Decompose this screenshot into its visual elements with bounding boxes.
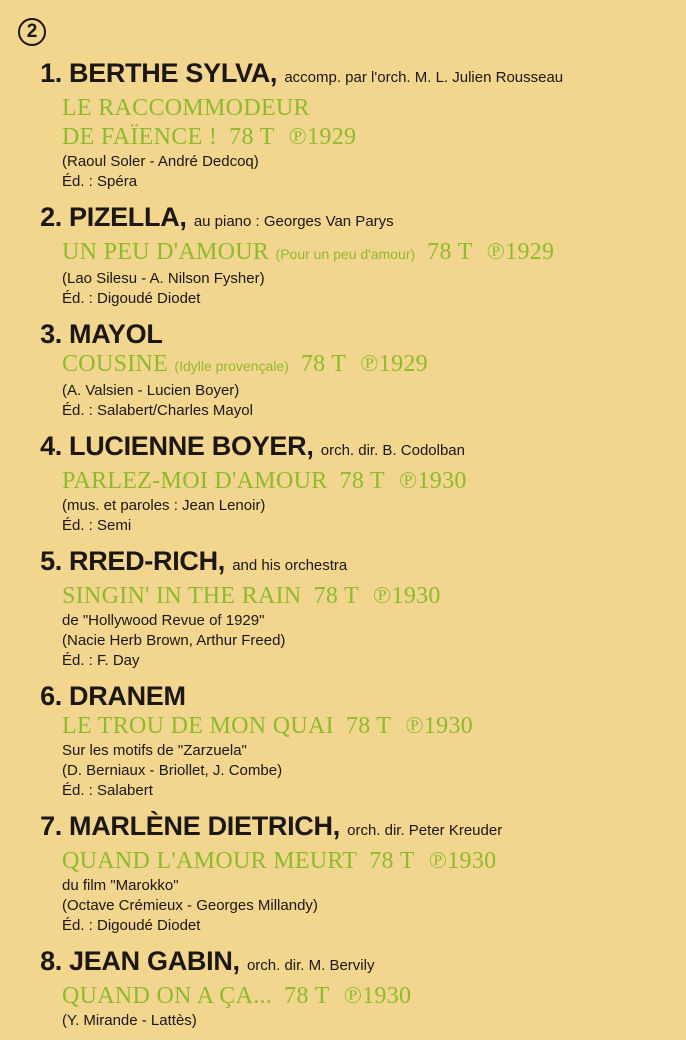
song-title: LE TROU DE MON QUAI	[62, 713, 334, 739]
record-format: 78 T	[427, 239, 473, 265]
track-entry	[20, 945, 680, 1031]
song-subtitle: (Pour un peu d'amour)	[275, 246, 416, 262]
track-entry	[20, 545, 680, 671]
record-format: 78 T	[284, 983, 330, 1009]
artist-credit: au piano : Georges Van Parys	[193, 213, 394, 230]
track-note: Éd. : Salabert/Charles Mayol	[62, 402, 253, 419]
track-note: (Raoul Soler - André Dedcoq)	[62, 153, 259, 170]
phonogram-year: ℗1929	[486, 239, 555, 265]
track-header	[20, 430, 680, 467]
phonogram-year: ℗1930	[398, 468, 467, 494]
track-header	[20, 680, 680, 712]
phonogram-year: ℗1930	[405, 713, 474, 739]
track-note: (Lao Silesu - A. Nilson Fysher)	[62, 270, 265, 287]
track-note: (Y. Mirande - Lattès)	[62, 1012, 197, 1029]
track-number: 1.	[40, 58, 62, 88]
song-title-row	[62, 123, 680, 152]
track-note: (D. Berniaux - Briollet, J. Combe)	[62, 762, 283, 779]
song-title-row	[62, 582, 680, 611]
track-number: 3.	[40, 319, 62, 349]
track-list	[20, 57, 680, 1040]
track-note: de "Hollywood Revue of 1929"	[62, 612, 265, 629]
song-title-row	[62, 847, 680, 876]
song-title: DE FAÏENCE !	[62, 124, 218, 150]
phonogram-year: ℗1929	[360, 351, 428, 377]
artist-credit: and his orchestra	[232, 557, 348, 574]
track-note: du film "Marokko"	[62, 877, 179, 894]
song-title-row	[62, 982, 680, 1011]
record-format: 78 T	[345, 713, 392, 739]
phonogram-year: ℗1930	[428, 848, 497, 874]
track-note: Éd. : Digoudé Diodet	[62, 290, 201, 307]
track-header	[20, 57, 680, 94]
track-entry	[20, 201, 680, 309]
artist-name: RRED-RICH,	[69, 546, 225, 576]
track-note: (Octave Crémieux - Georges Millandy)	[62, 897, 318, 914]
artist-name: MAYOL	[69, 319, 163, 349]
song-title-row	[62, 712, 680, 741]
artist-name: PIZELLA,	[69, 202, 187, 232]
song-title: COUSINE	[62, 351, 169, 377]
track-number: 5.	[40, 546, 62, 576]
track-entry	[20, 318, 680, 421]
song-subtitle: (Idylle provençale)	[174, 358, 289, 374]
artist-credit: orch. dir. M. Bervily	[246, 957, 375, 974]
track-number: 6.	[40, 681, 62, 711]
song-title: UN PEU D'AMOUR	[62, 239, 270, 265]
artist-name: BERTHE SYLVA,	[69, 58, 278, 88]
track-note: (Nacie Herb Brown, Arthur Freed)	[62, 632, 286, 649]
track-number: 4.	[40, 431, 62, 461]
song-title-row	[62, 238, 680, 269]
track-header	[20, 318, 680, 350]
track-note: Éd. : Salabert	[62, 782, 153, 799]
phonogram-year: ℗1930	[373, 583, 441, 609]
song-title: PARLEZ-MOI D'AMOUR	[62, 468, 328, 494]
disc-number-badge: 2	[18, 18, 46, 46]
track-note: Éd. : Digoudé Diodet	[62, 917, 201, 934]
song-title: QUAND L'AMOUR MEURT	[62, 848, 358, 874]
song-title-line: LE RACCOMMODEUR	[62, 95, 310, 121]
track-header	[20, 201, 680, 238]
track-entry	[20, 430, 680, 536]
track-header	[20, 545, 680, 582]
record-format: 78 T	[369, 848, 415, 874]
song-title-row	[62, 467, 680, 496]
record-format: 78 T	[229, 124, 275, 150]
track-note: Sur les motifs de "Zarzuela"	[62, 742, 247, 759]
artist-credit: accomp. par l'orch. M. L. Julien Rousseau	[284, 69, 564, 86]
song-title: QUAND ON A ÇA...	[62, 983, 273, 1009]
artist-credit: orch. dir. B. Codolban	[320, 442, 465, 459]
track-number: 2.	[40, 202, 62, 232]
artist-name: DRANEM	[69, 681, 186, 711]
track-header	[20, 810, 680, 847]
record-format: 78 T	[300, 351, 347, 377]
record-format: 78 T	[313, 583, 359, 609]
track-note: (A. Valsien - Lucien Boyer)	[62, 382, 240, 399]
track-entry	[20, 57, 680, 192]
track-entry	[20, 680, 680, 801]
song-title-row	[62, 350, 680, 381]
track-header	[20, 945, 680, 982]
track-number: 8.	[40, 946, 62, 976]
track-note: Éd. : F. Day	[62, 652, 140, 669]
artist-name: JEAN GABIN,	[69, 946, 240, 976]
artist-name: MARLÈNE DIETRICH,	[69, 811, 340, 841]
track-note: (mus. et paroles : Jean Lenoir)	[62, 497, 266, 514]
artist-credit: orch. dir. Peter Kreuder	[347, 822, 503, 839]
song-title: SINGIN' IN THE RAIN	[62, 583, 302, 609]
phonogram-year: ℗1930	[343, 983, 412, 1009]
artist-name: LUCIENNE BOYER,	[69, 431, 314, 461]
record-format: 78 T	[339, 468, 385, 494]
phonogram-year: ℗1929	[288, 124, 357, 150]
track-entry	[20, 810, 680, 936]
track-note: Éd. : Spéra	[62, 173, 138, 190]
track-number: 7.	[40, 811, 62, 841]
track-note: Éd. : Semi	[62, 517, 132, 534]
